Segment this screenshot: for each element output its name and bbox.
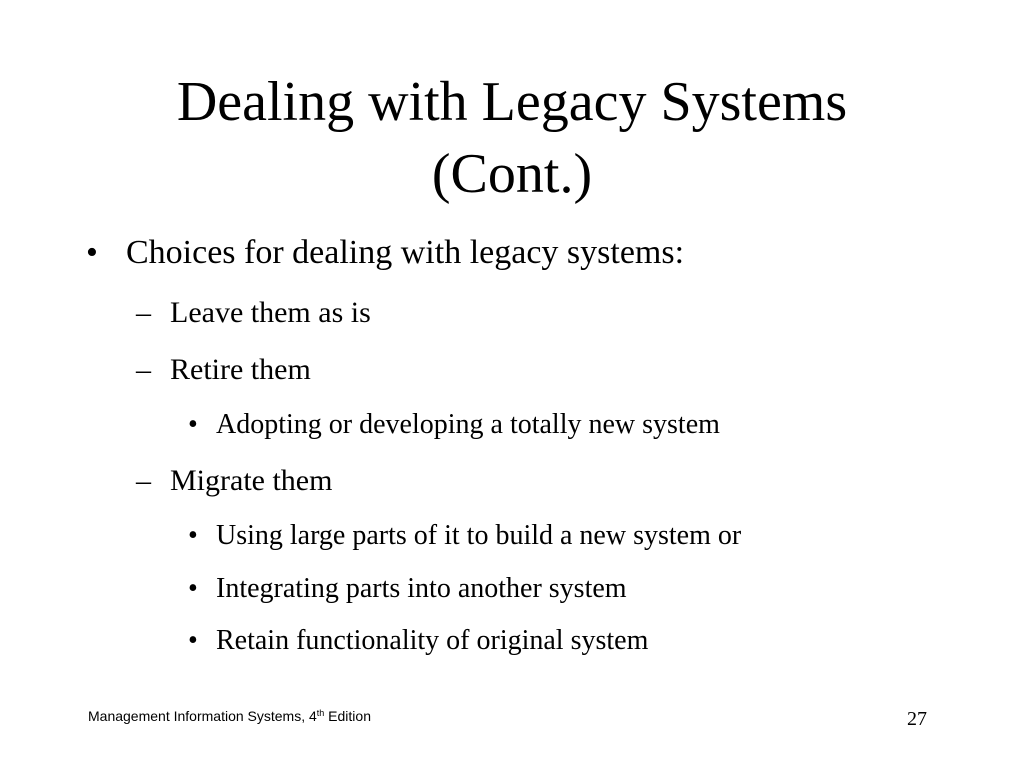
dash-marker: – [136,296,151,329]
bullet-text: Choices for dealing with legacy systems: [126,234,685,271]
footer-source [88,706,371,726]
dash-marker: – [136,353,151,386]
bullet-text: Integrating parts into another system [216,573,627,604]
title-line-1: Dealing with Legacy Systems [176,71,848,133]
bullet-marker: • [188,573,198,604]
bullet-text: Adopting or developing a totally new system [216,409,720,440]
bullet-text: Leave them as is [170,296,371,329]
footer-book-title: Management Information Systems, 4 [88,708,317,724]
footer-edition-word: Edition [324,708,371,724]
bullet-text: Using large parts of it to build a new system or [216,520,742,551]
page-number: 27 [907,708,927,730]
bullet-marker: • [188,625,198,656]
bullet-marker: • [188,520,198,551]
title-line-2: (Cont.) [431,143,593,205]
bullet-text: Migrate them [170,464,333,497]
footer-edition-superscript: th [316,708,325,718]
bullet-text: Retain functionality of original system [216,625,649,656]
bullet-text: Retire them [170,353,311,386]
bullet-marker: • [86,234,98,271]
dash-marker: – [136,464,151,497]
bullet-marker: • [188,409,198,440]
